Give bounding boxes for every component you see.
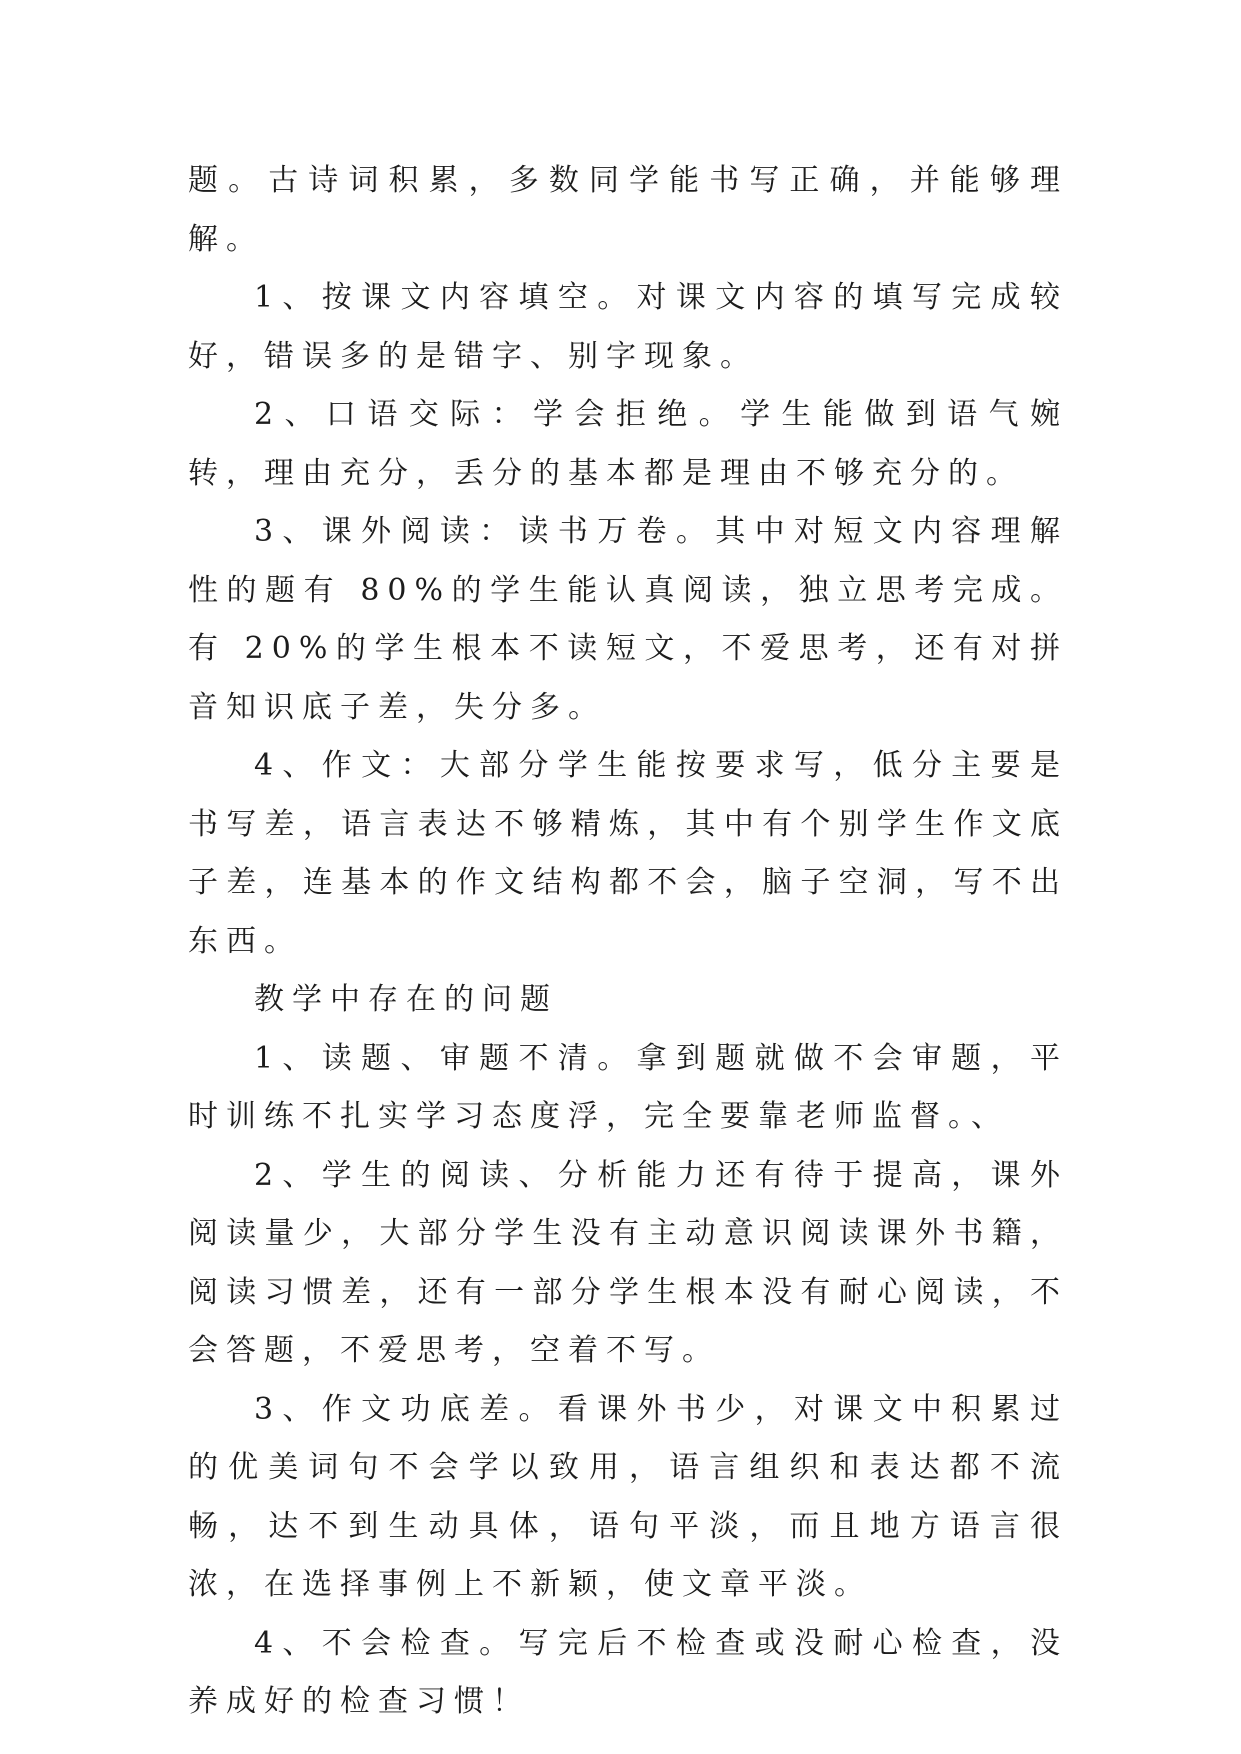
paragraph-item-2-oral-communication: 2、口语交际：学会拒绝。学生能做到语气婉转，理由充分，丢分的基本都是理由不够充分的。 [188,397,1068,491]
paragraph-problem-3: 3、作文功底差。看课外书少，对课文中积累过的优美词句不会学以致用，语言组织和表达都不流畅，达不到生动具体，语句平淡，而且地方语言很浓，在选择事例上不新颖，使文章平淡。 [188,1391,1068,1602]
document-body [188,152,1068,1732]
paragraph-item-3-reading: 3、课外阅读：读书万卷。其中对短文内容理解性的题有 80%的学生能认真阅读，独立思考完成。有 20%的学生根本不读短文，不爱思考，还有对拼音知识底子差，失分多。 [188,514,1068,725]
paragraph-continuation: 题。古诗词积累，多数同学能书写正确，并能够理解。 [188,163,1068,257]
paragraph-problem-1: 1、读题、审题不清。拿到题就做不会审题，平时训练不扎实学习态度浮，完全要靠老师监督。、 [188,1040,1068,1134]
paragraph-problem-4: 4、不会检查。写完后不检查或没耐心检查，没养成好的检查习惯！ [188,1625,1068,1719]
section-heading-problems: 教学中存在的问题 [254,982,558,1017]
paragraph-item-1-fill-blanks: 1、按课文内容填空。对课文内容的填写完成较好，错误多的是错字、别字现象。 [188,280,1068,374]
paragraph-problem-2: 2、学生的阅读、分析能力还有待于提高，课外阅读量少，大部分学生没有主动意识阅读课外书籍，阅读习惯差，还有一部分学生根本没有耐心阅读，不会答题，不爱思考，空着不写。 [188,1157,1068,1368]
paragraph-item-4-composition: 4、作文：大部分学生能按要求写，低分主要是书写差，语言表达不够精炼，其中有个别学生作文底子差，连基本的作文结构都不会，脑子空洞，写不出东西。 [188,748,1068,959]
